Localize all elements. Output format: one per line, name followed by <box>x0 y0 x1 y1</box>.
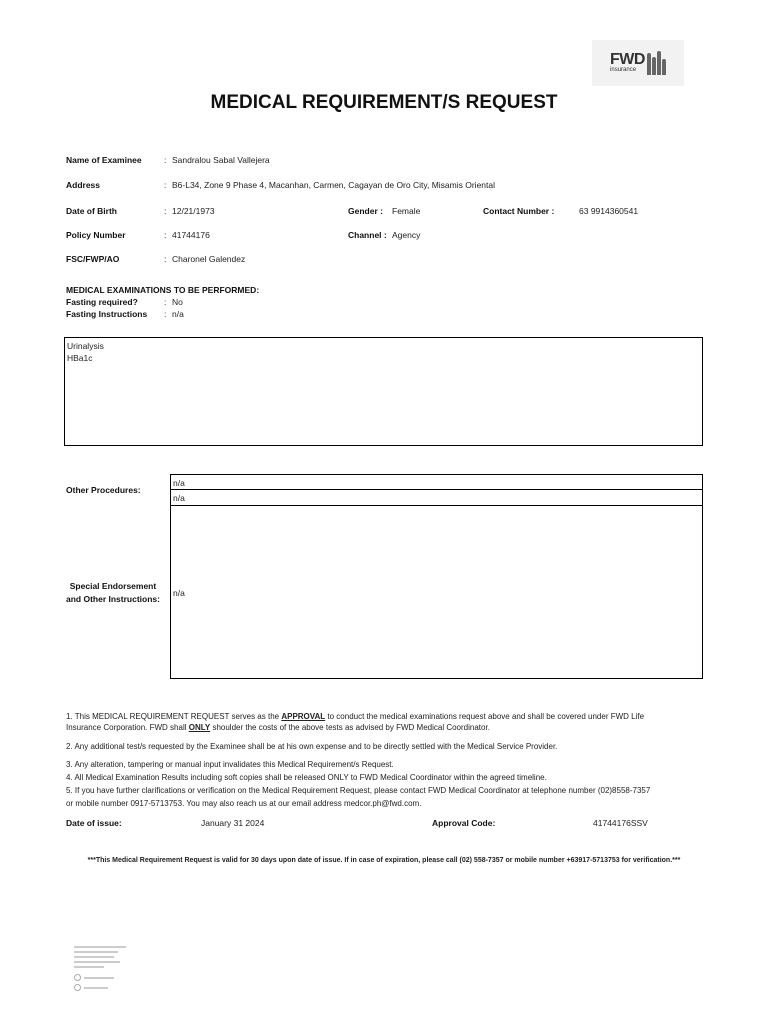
colon: : <box>164 180 167 190</box>
colon: : <box>164 254 167 264</box>
fasting-label: Fasting required? <box>66 297 138 307</box>
other-procedure-value: n/a <box>173 478 185 488</box>
fasting-value: No <box>172 297 183 307</box>
colon: : <box>164 155 167 165</box>
validity-notice: ***This Medical Requirement Request is valid for 30 days upon date of issue. If in case of expiration, please call (02) 558-7357 or mobile number +63917-5713753 for verification.*** <box>87 857 681 864</box>
note-1-line2-post: shoulder the costs of the above tests as advised by FWD Medical Coordinator. <box>210 723 490 732</box>
approval-code: 41744176SSV <box>593 818 648 828</box>
web-icon <box>74 984 81 991</box>
note-2: 2. Any additional test/s requested by the Examinee shall be at his own expense and to be directly settled with the Medical Service Provider. <box>66 742 558 751</box>
date-of-issue: January 31 2024 <box>201 818 265 828</box>
examinee-address: B6-L34, Zone 9 Phase 4, Macanhan, Carmen, Cagayan de Oro City, Misamis Oriental <box>172 180 495 190</box>
channel-label: Channel : <box>348 230 387 240</box>
examinee-dob: 12/21/1973 <box>172 206 215 216</box>
approval-code-label: Approval Code: <box>432 818 496 828</box>
other-procedures-label: Other Procedures: <box>66 485 141 495</box>
company-address-block <box>74 946 138 991</box>
note-1 <box>66 711 716 733</box>
contact-label: Contact Number : <box>483 206 555 216</box>
note-1-mid: to conduct the medical examinations request above and shall be covered under FWD Life <box>325 712 645 721</box>
approval-emphasis: APPROVAL <box>281 712 326 721</box>
special-endorsement-value: n/a <box>173 588 185 598</box>
note-3: 3. Any alteration, tampering or manual input invalidates this Medical Requirement/s Request. <box>66 760 394 769</box>
channel-value: Agency <box>392 230 421 240</box>
note-5-line-2: or mobile number 0917-5713753. You may also reach us at our email address medcor.ph@fwd.com. <box>66 799 422 808</box>
family-figures-icon <box>647 51 666 75</box>
date-of-issue-label: Date of issue: <box>66 818 122 828</box>
dob-label: Date of Birth <box>66 206 117 216</box>
fasting-instructions-value: n/a <box>172 309 184 319</box>
colon: : <box>164 309 167 319</box>
policy-label: Policy Number <box>66 230 126 240</box>
only-emphasis: ONLY <box>188 723 211 732</box>
note-1-pre: 1. This MEDICAL REQUIREMENT REQUEST serves as the <box>66 712 282 721</box>
special-endorsement-box <box>170 505 703 679</box>
exam-test-item: HBa1c <box>67 353 93 363</box>
logo-tagline: insurance <box>610 67 637 73</box>
colon: : <box>164 297 167 307</box>
exam-test-item: Urinalysis <box>67 341 104 351</box>
note-1-line2-pre: Insurance Corporation. FWD shall <box>66 723 189 732</box>
other-procedure-value: n/a <box>173 493 185 503</box>
gender-label: Gender : <box>348 206 383 216</box>
other-procedure-row <box>170 474 703 490</box>
fasting-instructions-label: Fasting Instructions <box>66 309 148 319</box>
note-5-line-1: 5. If you have further clarifications or verification on the Medical Requirement Request, please contact FWD Medical Coordinator at telephone number (02)8558-7357 <box>66 786 651 795</box>
examinee-name: Sandralou Sabal Vallejera <box>172 155 270 165</box>
colon: : <box>164 206 167 216</box>
other-procedure-row <box>170 489 703 506</box>
page-title: MEDICAL REQUIREMENT/S REQUEST <box>210 92 558 113</box>
phone-icon <box>74 974 81 981</box>
examinee-gender: Female <box>392 206 421 216</box>
fwd-logo <box>592 40 684 86</box>
special-endorsement-label-2: and Other Instructions: <box>66 594 160 604</box>
name-label: Name of Examinee <box>66 155 142 165</box>
exams-heading: MEDICAL EXAMINATIONS TO BE PERFORMED: <box>66 285 260 295</box>
policy-number: 41744176 <box>172 230 210 240</box>
address-label: Address <box>66 180 101 190</box>
fsc-value: Charonel Galendez <box>172 254 246 264</box>
colon: : <box>164 230 167 240</box>
fsc-label: FSC/FWP/AO <box>66 254 120 264</box>
examinee-contact: 63 9914360541 <box>579 206 639 216</box>
special-endorsement-label-1: Special Endorsement <box>69 581 157 591</box>
note-4: 4. All Medical Examination Results including soft copies shall be released ONLY to FWD Medical Coordinator within the agreed timeline. <box>66 773 547 782</box>
exam-tests-box <box>64 337 703 446</box>
logo-wordmark: FWD <box>610 51 645 68</box>
